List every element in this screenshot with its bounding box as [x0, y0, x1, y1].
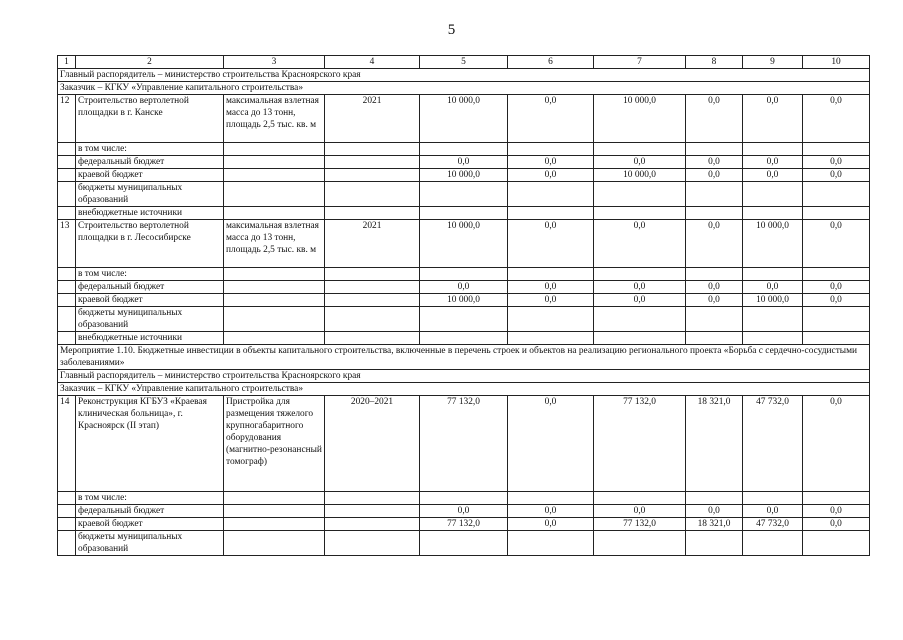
- table-row: [58, 220, 870, 268]
- value-cell: 10 000,0: [420, 294, 508, 307]
- value-cell: 10 000,0: [420, 169, 508, 182]
- main-manager-line: Главный распорядитель – министерство строительства Красноярского края: [58, 69, 870, 82]
- row-label: федеральный бюджет: [76, 156, 224, 169]
- header-cell: 2: [76, 56, 224, 69]
- header-cell: 1: [58, 56, 76, 69]
- row-label: бюджеты муниципальных образований: [76, 182, 224, 207]
- value-cell: 0,0: [686, 156, 743, 169]
- value-cell: 0,0: [420, 156, 508, 169]
- value-cell: 10 000,0: [420, 95, 508, 143]
- value-cell: 0,0: [803, 220, 870, 268]
- value-cell: 0,0: [420, 281, 508, 294]
- header-cell: 9: [743, 56, 803, 69]
- value-cell: 0,0: [508, 518, 594, 531]
- value-cell: 0,0: [686, 169, 743, 182]
- value-cell: 0,0: [686, 95, 743, 143]
- table-row: [58, 505, 870, 518]
- row-number: 13: [58, 220, 76, 268]
- object-name: Строительство вертолетной площадки в г. Канске: [76, 95, 224, 143]
- object-name: Реконструкция КГБУЗ «Краевая клиническая больница», г. Красноярск (II этап): [76, 396, 224, 492]
- row-label: краевой бюджет: [76, 169, 224, 182]
- main-manager-line: Главный распорядитель – министерство строительства Красноярского края: [58, 370, 870, 383]
- row-label: бюджеты муниципальных образований: [76, 307, 224, 332]
- value-cell: 77 132,0: [594, 396, 686, 492]
- table-row: [58, 492, 870, 505]
- table-row: [58, 518, 870, 531]
- table-row: [58, 396, 870, 492]
- value-cell: 0,0: [508, 294, 594, 307]
- value-cell: 0,0: [743, 156, 803, 169]
- object-year: 2020–2021: [325, 396, 420, 492]
- value-cell: 0,0: [686, 505, 743, 518]
- header-row: [58, 56, 870, 69]
- value-cell: 0,0: [594, 505, 686, 518]
- customer-line: Заказчик – КГКУ «Управление капитального строительства»: [58, 383, 870, 396]
- row-number: 14: [58, 396, 76, 492]
- table-row: [58, 156, 870, 169]
- value-cell: 0,0: [508, 95, 594, 143]
- table-row: [58, 294, 870, 307]
- value-cell: 77 132,0: [594, 518, 686, 531]
- table-row: [58, 307, 870, 332]
- row-label: внебюджетные источники: [76, 332, 224, 345]
- row-label: краевой бюджет: [76, 518, 224, 531]
- table-row: [58, 268, 870, 281]
- value-cell: 0,0: [803, 294, 870, 307]
- row-label: внебюджетные источники: [76, 207, 224, 220]
- value-cell: 0,0: [420, 505, 508, 518]
- value-cell: 0,0: [594, 294, 686, 307]
- table-row: [58, 169, 870, 182]
- header-cell: 3: [224, 56, 325, 69]
- value-cell: 0,0: [686, 294, 743, 307]
- value-cell: 47 732,0: [743, 396, 803, 492]
- table-row: [58, 531, 870, 556]
- row-label: в том числе:: [76, 492, 224, 505]
- value-cell: 0,0: [508, 505, 594, 518]
- object-characteristics: максимальная взлетная масса до 13 тонн, площадь 2,5 тыс. кв. м: [224, 220, 325, 268]
- object-characteristics: максимальная взлетная масса до 13 тонн, площадь 2,5 тыс. кв. м: [224, 95, 325, 143]
- row-label: федеральный бюджет: [76, 505, 224, 518]
- header-cell: 7: [594, 56, 686, 69]
- row-label: федеральный бюджет: [76, 281, 224, 294]
- customer-line: Заказчик – КГКУ «Управление капитального строительства»: [58, 82, 870, 95]
- measure-line: Мероприятие 1.10. Бюджетные инвестиции в объекты капитального строительства, включенные в перечень строек и объектов на реализацию регионального проекта «Борьба с сердечно-сосудистыми заболеваниями»: [58, 345, 870, 370]
- table-row: [58, 143, 870, 156]
- value-cell: 0,0: [594, 156, 686, 169]
- value-cell: 0,0: [594, 220, 686, 268]
- table-row: [58, 182, 870, 207]
- value-cell: 0,0: [686, 220, 743, 268]
- object-year: 2021: [325, 95, 420, 143]
- value-cell: 0,0: [743, 169, 803, 182]
- value-cell: 0,0: [803, 169, 870, 182]
- value-cell: 18 321,0: [686, 396, 743, 492]
- page-number: 5: [447, 22, 456, 38]
- table-row: [58, 332, 870, 345]
- value-cell: 10 000,0: [420, 220, 508, 268]
- value-cell: 0,0: [508, 281, 594, 294]
- value-cell: 0,0: [743, 95, 803, 143]
- value-cell: 0,0: [508, 220, 594, 268]
- value-cell: 10 000,0: [594, 169, 686, 182]
- value-cell: 0,0: [803, 518, 870, 531]
- row-number: 12: [58, 95, 76, 143]
- value-cell: 77 132,0: [420, 518, 508, 531]
- value-cell: 0,0: [508, 396, 594, 492]
- row-label: в том числе:: [76, 268, 224, 281]
- header-cell: 4: [325, 56, 420, 69]
- value-cell: 77 132,0: [420, 396, 508, 492]
- table-row: [58, 207, 870, 220]
- value-cell: 0,0: [803, 156, 870, 169]
- object-name: Строительство вертолетной площадки в г. Лесосибирске: [76, 220, 224, 268]
- header-cell: 10: [803, 56, 870, 69]
- table-row: [58, 281, 870, 294]
- header-cell: 8: [686, 56, 743, 69]
- value-cell: 0,0: [686, 281, 743, 294]
- header-cell: 6: [508, 56, 594, 69]
- value-cell: 10 000,0: [743, 294, 803, 307]
- value-cell: 10 000,0: [743, 220, 803, 268]
- value-cell: 10 000,0: [594, 95, 686, 143]
- row-label: в том числе:: [76, 143, 224, 156]
- value-cell: 0,0: [594, 281, 686, 294]
- value-cell: 0,0: [803, 95, 870, 143]
- object-year: 2021: [325, 220, 420, 268]
- row-label: краевой бюджет: [76, 294, 224, 307]
- value-cell: 0,0: [803, 281, 870, 294]
- value-cell: 0,0: [743, 505, 803, 518]
- table-row: [58, 95, 870, 143]
- budget-table: [57, 55, 870, 556]
- value-cell: 0,0: [743, 281, 803, 294]
- value-cell: 0,0: [508, 169, 594, 182]
- value-cell: 0,0: [803, 505, 870, 518]
- object-characteristics: Пристройка для размещения тяжелого крупногабаритного оборудования (магнитно-резонансный томограф): [224, 396, 325, 492]
- value-cell: 18 321,0: [686, 518, 743, 531]
- row-label: бюджеты муниципальных образований: [76, 531, 224, 556]
- header-cell: 5: [420, 56, 508, 69]
- value-cell: 47 732,0: [743, 518, 803, 531]
- value-cell: 0,0: [803, 396, 870, 492]
- value-cell: 0,0: [508, 156, 594, 169]
